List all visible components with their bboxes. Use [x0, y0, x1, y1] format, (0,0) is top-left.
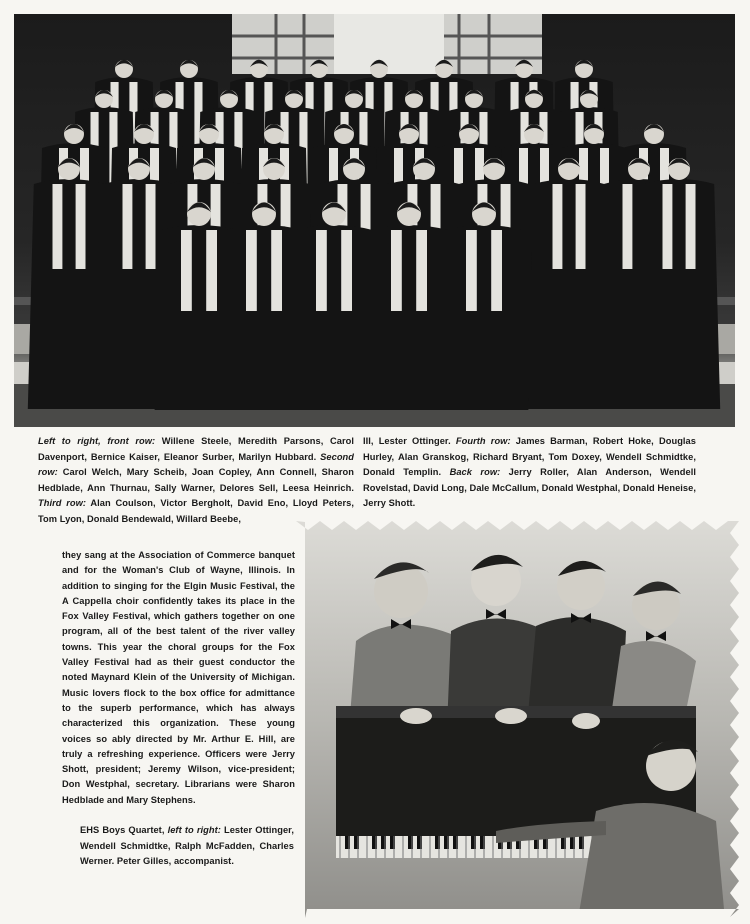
caption-back-row-names: Jerry Roller, Alan Anderson, Wendell Rovelstad, David Long, Dale McCallum, Donald Westphal, Donald Heneise, Jerry Shott.	[363, 467, 697, 509]
caption-third-row-lead: Third row:	[38, 498, 87, 509]
choir-caption-right-column	[363, 434, 696, 512]
choir-group-photo	[14, 14, 735, 427]
article-body-text: they sang at the Association of Commerce banquet and for the Woman's Club of Wayne, Illinois. In addition to singing for the Elgin Music Festival, the A Cappella choir confidently takes its place in the Fox Valley Festival, which gathers together on one program, all of the best talent of the river valley towns. This year the choral groups for the Fox Valley Festival had as their guest conductor the noted Maynard Klein of the University of Michigan. Music lovers flock to the box office for admittance to the superb performance, which has always characterized this organization. These young voices so ably directed by Mr. Arthur E. Hill, are truly a refreshing experience. Officers were Jerry Shott, president; Jeremy Wilson, vice-president; Don Westphal, secretary. Librarians were Sharon Hedblade and Mary Stephens.	[62, 550, 295, 805]
choir-caption-left-column	[38, 434, 354, 528]
quartet-caption-prefix: EHS Boys Quartet,	[80, 825, 168, 835]
caption-front-row-lead: Left to right, front row:	[38, 436, 156, 446]
quartet-caption	[80, 823, 294, 870]
caption-fourth-row-lead: Fourth row:	[450, 436, 511, 446]
caption-fourth-row-names: James Barman, Robert Hoke, Douglas Hurley, Alan Granskog, Richard Bryant, Tom Doxey, Wendell Schmidtke, Donald Templin.	[363, 436, 696, 478]
quartet-caption-lead: left to right:	[167, 825, 221, 835]
caption-front-row-names: Willene Steele, Meredith Parsons, Carol Davenport, Bernice Kaiser, Eleanor Surber, Marilyn Hubbard.	[38, 436, 354, 462]
caption-third-row-names: Alan Coulson, Victor Bergholt, David Eno, Lloyd Peters, Tom Lyon, Donald Bendewald, Willard Beebe,	[38, 498, 354, 524]
quartet-caption-names: Lester Ottinger, Wendell Schmidtke, Ralph McFadden, Charles Werner. Peter Gilles, accompanist.	[80, 825, 294, 867]
caption-third-row-continued: III, Lester Ottinger.	[363, 436, 451, 446]
choir-photo-illustration	[14, 14, 735, 427]
quartet-photo	[296, 521, 739, 918]
caption-second-row-lead: Second row:	[38, 451, 355, 478]
caption-second-row-names: Carol Welch, Mary Scheib, Joan Copley, Ann Connell, Sharon Hedblade, Ann Thurnau, Sally Warner, Delores Sell, Leesa Heinrich.	[38, 467, 354, 493]
caption-back-row-lead: Back row:	[441, 467, 501, 478]
